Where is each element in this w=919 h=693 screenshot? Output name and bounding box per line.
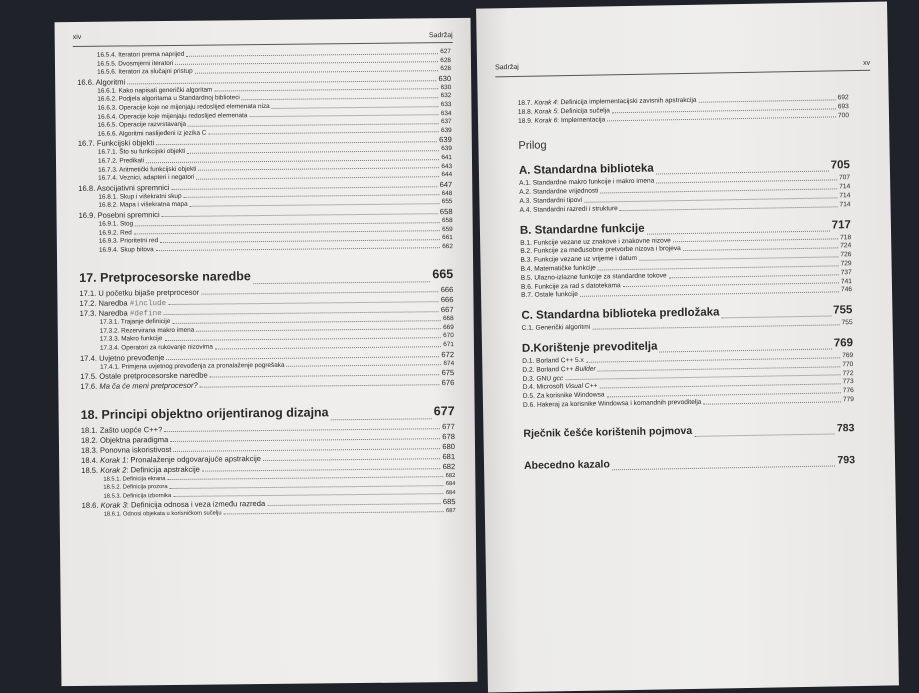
entry-title: A.2. Standardne vrijednosti — [519, 187, 599, 197]
dot-leader — [156, 141, 437, 146]
entry-title: 18.8. Korak 5: Definicija sučelja — [517, 107, 610, 116]
page-number: 633 — [440, 101, 452, 109]
dot-leader — [196, 175, 439, 180]
page-number: 644 — [441, 171, 453, 179]
entry-title: B.7. Ostale funkcije — [521, 291, 578, 300]
dot-leader — [722, 315, 832, 319]
dot-leader — [620, 205, 838, 211]
dot-leader — [198, 166, 439, 171]
page-number: 676 — [441, 378, 455, 388]
entry-italic: gcc — [552, 374, 564, 382]
page-number: 776 — [842, 387, 854, 395]
entry-italic: Visual C++ — [565, 382, 598, 391]
page-number: 707 — [839, 174, 851, 182]
page-number: 717 — [831, 218, 851, 232]
page-number: 724 — [840, 242, 852, 250]
dot-leader — [210, 373, 440, 377]
entry-title: B.4. Matematičke funkcije — [520, 264, 596, 273]
page-number: 634 — [440, 109, 452, 117]
entry-title: 18.1. Zašto uopće C++? — [80, 425, 163, 436]
page-number: 678 — [442, 432, 455, 442]
page-number: 630 — [440, 83, 452, 91]
page-number: 783 — [836, 421, 855, 435]
dot-leader — [208, 131, 439, 135]
entry-title: 17.3. Naredba #define — [79, 308, 162, 319]
entry-title: Rječnik češće korištenih pojmova — [523, 424, 693, 440]
entry-title: D.6. Hakeraj za korisnike Windowsa i komandnih prevoditelja — [522, 398, 702, 409]
dot-leader — [580, 291, 839, 298]
dot-leader — [170, 437, 440, 442]
page-number: 729 — [840, 260, 852, 268]
entry-title: Abecedno kazalo — [523, 458, 610, 472]
left-page-header — [73, 28, 453, 47]
entry-code: #include — [129, 300, 167, 309]
entry-title: 18.2. Objektna paradigma — [80, 435, 169, 446]
dot-leader — [186, 52, 438, 57]
page-number: 637 — [440, 118, 452, 126]
entry-title: B.3. Funkcije vezane uz vrijeme i datum — [520, 255, 638, 265]
entry-title: 16.6.4. Operacije koje mijenjaju redoslijed elemenata — [97, 111, 248, 121]
dot-leader — [175, 60, 438, 65]
toc-heading — [523, 419, 854, 443]
entry-italic: Ma ča će meni pretprocesor? — [99, 380, 198, 391]
dot-leader — [183, 193, 439, 198]
entry-title: 17.3.2. Rezervirana makro imena — [99, 326, 195, 335]
entry-title: 16.5.5. Dvosmjerni iteratori — [96, 59, 174, 68]
page-number: 772 — [842, 369, 854, 377]
entry-title: A.1. Standardne makro funkcije i makro imena — [519, 177, 655, 188]
dot-leader — [249, 113, 438, 117]
dot-leader — [168, 476, 444, 481]
entry-title: 18.5.1. Definicija ekrana — [103, 476, 166, 483]
right-page-header — [495, 56, 870, 78]
entry-title: 17.5. Ostale pretprocesorske naredbe — [80, 370, 208, 382]
entry-title: 16.9.1. Stog — [98, 220, 134, 228]
entry-title: 16.6.6. Algoritmi naslijeđeni iz jezika C — [97, 129, 207, 138]
page-number: 659 — [442, 225, 453, 233]
page-number: 687 — [445, 507, 456, 514]
entry-title: B.2. Funkcije za međusobne pretvorbe nizova i brojeva — [520, 245, 681, 256]
page-number: 665 — [432, 267, 454, 282]
page-number: 628 — [440, 65, 452, 73]
dot-leader — [166, 355, 439, 360]
page-number: 693 — [837, 102, 849, 111]
entry-italic: Korak 6 — [534, 116, 558, 125]
dot-leader — [612, 464, 836, 470]
dot-leader — [242, 96, 439, 100]
entry-italic: Korak 2 — [100, 465, 127, 475]
dot-leader — [699, 98, 836, 102]
entry-title: 18.3. Ponovna iskoristivost — [80, 445, 172, 456]
dot-leader — [171, 185, 437, 190]
page-number: 666 — [440, 285, 454, 295]
dot-leader — [170, 484, 444, 489]
entry-title: 16.9.3. Prioritetni red — [98, 237, 159, 245]
page-number: 685 — [442, 496, 456, 506]
entry-title: 16.7.2. Predikati — [97, 157, 145, 165]
entry-title: D.2. Borland C++ Builder — [522, 365, 596, 374]
dot-leader — [135, 221, 440, 226]
dot-leader — [607, 116, 836, 122]
entry-title: 16.5.4. Iteratori prema naprijed — [96, 50, 185, 59]
page-number: 658 — [439, 206, 453, 217]
entry-title: A.3. Standardni tipovi — [519, 196, 583, 205]
entry-title: D.3. GNU gcc — [522, 374, 564, 383]
left-running-title: Sadržaj — [428, 32, 453, 40]
entry-title: 16.6.2. Podjela algoritama u Standardnoj biblioteci — [97, 94, 240, 104]
right-running-title: Sadržaj — [495, 63, 519, 72]
entry-title: 16.6. Algoritmi — [77, 77, 126, 87]
page-number: 773 — [842, 378, 854, 386]
page-number: 630 — [438, 73, 452, 83]
entry-title: 16.6.5. Operacije razvrstavanja — [97, 120, 187, 129]
page-number: 705 — [830, 159, 850, 172]
entry-title: 16.9.4. Skup bitova — [98, 245, 154, 254]
page-number: 668 — [442, 315, 454, 323]
dot-leader — [287, 363, 442, 367]
page-number: 661 — [442, 234, 453, 242]
dot-leader — [146, 158, 439, 163]
entry-title: 18.7. Korak 4: Definicija implementacijski zavisnih apstrakcija — [517, 96, 697, 107]
entry-title: A. Standardna biblioteka — [518, 162, 654, 178]
entry-italic: Korak 1 — [100, 455, 127, 465]
page-number: 680 — [442, 442, 456, 452]
entry-title: A.4. Standardni razredi i strukture — [519, 204, 618, 214]
page-number: 700 — [837, 111, 850, 119]
dot-leader — [188, 122, 439, 127]
entry-title: 16.5.6. Iteratori za slučajni pristup — [97, 67, 193, 76]
page-number: 627 — [440, 48, 451, 56]
dot-leader — [201, 290, 438, 294]
dot-leader — [202, 467, 441, 471]
page-number: 793 — [837, 453, 856, 467]
entry-title: 17.3.3. Makro funkcije — [99, 335, 163, 344]
entry-title: 17.3.4. Operatori za rukovanje nizovima — [99, 343, 213, 352]
dot-leader — [164, 336, 441, 341]
page-number: 639 — [440, 126, 452, 134]
entry-title: 17.4. Uvjetno prevođenje — [80, 352, 165, 363]
entry-title: 16.7.1. Što su funkcijski objekti — [97, 148, 186, 157]
toc-heading — [524, 451, 855, 475]
right-page — [476, 1, 899, 692]
dot-leader — [172, 319, 441, 324]
dot-leader — [187, 149, 439, 154]
dot-leader — [168, 300, 439, 305]
dot-leader — [647, 229, 830, 234]
entry-title: 16.8.2. Mapa i višekratna mapa — [98, 201, 188, 210]
dot-leader — [656, 179, 837, 184]
left-toc-list — [77, 48, 456, 519]
page-number: 643 — [441, 162, 453, 170]
entry-title: 17. Pretprocesorske naredbe — [79, 269, 251, 286]
dot-leader — [164, 310, 439, 315]
dot-leader — [127, 79, 436, 84]
page-number: 674 — [443, 359, 455, 367]
entry-title: 18.5. Korak 2: Definicija apstrakcije — [81, 464, 200, 476]
dot-leader — [656, 170, 829, 175]
page-number: 641 — [441, 153, 453, 162]
dot-leader — [215, 345, 441, 349]
dot-leader — [660, 347, 832, 352]
entry-title: D.4. Microsoft Visual C++ — [522, 382, 598, 392]
page-number: 648 — [441, 189, 453, 197]
right-page-number: xv — [863, 59, 871, 67]
page-number: 684 — [445, 481, 456, 488]
entry-title: 17.6. Ma ča će meni pretprocesor? — [80, 380, 198, 392]
entry-title: D.5. Za korisnike Windowsa — [522, 391, 605, 401]
page-number: 666 — [440, 295, 454, 305]
page-number: 628 — [440, 56, 451, 64]
page-number: 682 — [442, 462, 456, 472]
page-number: 741 — [840, 277, 852, 285]
page-number: 726 — [840, 251, 852, 259]
entry-italic: Builder — [575, 365, 596, 373]
dot-leader — [272, 105, 439, 109]
entry-title: 18.6. Korak 3: Definicija odnosa i veza između razreda — [81, 498, 266, 510]
entry-title: 17.1. U početku bijaše pretprocesor — [79, 287, 200, 299]
entry-italic: Korak 3 — [100, 500, 127, 510]
dot-leader — [195, 69, 439, 74]
page-number: 639 — [441, 145, 452, 153]
dot-leader — [592, 323, 839, 329]
page-number: 714 — [839, 183, 851, 191]
dot-leader — [669, 273, 839, 278]
entry-title: 18.5.3. Definicija izbornika — [103, 492, 172, 500]
page-number: 647 — [439, 179, 453, 189]
page-number: 779 — [842, 396, 855, 404]
dot-leader — [200, 383, 440, 388]
page-number: 714 — [839, 200, 851, 209]
page-number: 655 — [441, 198, 453, 206]
page-number: 658 — [441, 216, 453, 225]
page-number: 682 — [445, 473, 456, 480]
page-number: 662 — [442, 242, 453, 250]
page-number: 639 — [439, 135, 452, 145]
page-number: 737 — [840, 268, 852, 277]
dot-leader — [253, 281, 431, 285]
entry-italic: Korak 5 — [534, 108, 558, 116]
entry-title: 16.9.2. Red — [98, 228, 132, 237]
page-number: 746 — [840, 286, 853, 294]
dot-leader — [164, 427, 440, 432]
entry-code: #define — [129, 310, 162, 319]
entry-title: 18.9. Korak 6: Implementacija — [517, 115, 606, 125]
entry-title: 16.8. Asocijativni spremnici — [78, 182, 170, 193]
dot-leader — [190, 202, 440, 207]
entry-title: 17.2. Naredba #include — [79, 298, 167, 309]
dot-leader — [160, 238, 440, 243]
page-number: 684 — [445, 489, 456, 496]
entry-title: 16.6.3. Operacije koje ne mijenjaju redoslijed elemenata niza — [97, 102, 270, 112]
page-number: 770 — [842, 360, 854, 369]
entry-title: B.6. Funkcije za rad s datotekama — [520, 281, 621, 291]
dot-leader — [196, 328, 441, 333]
dot-leader — [173, 447, 440, 452]
entry-title: B.1. Funkcije vezane uz znakove i znakovne nizove — [520, 236, 671, 247]
page-number: 769 — [833, 337, 854, 350]
dot-leader — [703, 400, 841, 404]
dot-leader — [683, 247, 838, 252]
entry-title: D.1. Borland C++ 5.x — [522, 356, 584, 365]
dot-leader — [156, 246, 441, 251]
page-number: 681 — [442, 452, 456, 462]
page-number: 669 — [443, 323, 454, 332]
dot-leader — [331, 418, 432, 421]
dot-leader — [267, 502, 441, 506]
page-number: 677 — [433, 404, 455, 419]
entry-title: 17.3.1. Trajanje definicije — [99, 318, 171, 327]
dot-leader — [173, 492, 444, 497]
entry-title: 16.7.3. Aritmetički funkcijski objekti — [98, 165, 197, 174]
entry-title: B. Standardne funkcije — [519, 222, 645, 237]
entry-title: B.5. Ulazno-izlazne funkcije za standardne tokove — [520, 272, 667, 282]
page-number: 671 — [443, 341, 454, 349]
entry-title: 17.4.1. Primjena uvjetnog prevođenja za pronalaženje pogrešaka — [100, 361, 285, 371]
page-number: 718 — [840, 233, 852, 241]
page-number: 670 — [443, 332, 454, 340]
left-page — [55, 18, 478, 686]
entry-title: 16.8.1. Skup i višekratni skup — [98, 192, 182, 201]
page-number: 692 — [837, 94, 849, 102]
right-toc-list — [518, 94, 855, 474]
left-page-number: xiv — [72, 33, 82, 42]
entry-title: 16.6.1. Kako napisati generički algoritam — [97, 86, 213, 95]
dot-leader — [224, 510, 444, 514]
entry-title: 18.5.2. Definicija prozora — [103, 484, 168, 492]
page-number: 755 — [833, 304, 853, 317]
page-number: 769 — [842, 352, 854, 360]
dot-leader — [673, 238, 838, 243]
dot-leader — [214, 88, 438, 92]
appendix-section-title: Prilog — [518, 139, 547, 153]
page-number: 672 — [441, 349, 455, 359]
page-number: 675 — [441, 368, 455, 378]
dot-leader — [694, 432, 835, 436]
dot-leader — [134, 229, 440, 234]
entry-title: 18. Principi objektno orijentiranog dizajna — [80, 405, 329, 423]
entry-title: 16.7.4. Veznici, adapteri i negatori — [98, 173, 195, 182]
entry-title: 18.4. Korak 1: Pronalaženje odgovarajuće apstrakcije — [81, 454, 262, 466]
page-number: 667 — [440, 305, 454, 315]
entry-title: C.1. Generički algoritmi — [521, 323, 591, 333]
entry-title: 16.7. Funkcijski objekti — [77, 138, 155, 149]
entry-title: D.Korištenje prevoditelja — [521, 340, 658, 355]
entry-title: 18.6.1. Odnosi objekata u korisničkom sučelju — [103, 510, 222, 518]
page-number: 714 — [839, 192, 851, 200]
entry-title: C. Standardna biblioteka predložaka — [521, 306, 720, 323]
dot-leader — [162, 212, 438, 217]
page-number: 677 — [442, 422, 455, 432]
entry-italic: Korak 4 — [534, 99, 558, 107]
page-number: 632 — [440, 92, 452, 100]
dot-leader — [263, 457, 440, 461]
page-number: 755 — [841, 319, 853, 327]
entry-title: 16.9. Posebni spremnici — [78, 210, 160, 220]
